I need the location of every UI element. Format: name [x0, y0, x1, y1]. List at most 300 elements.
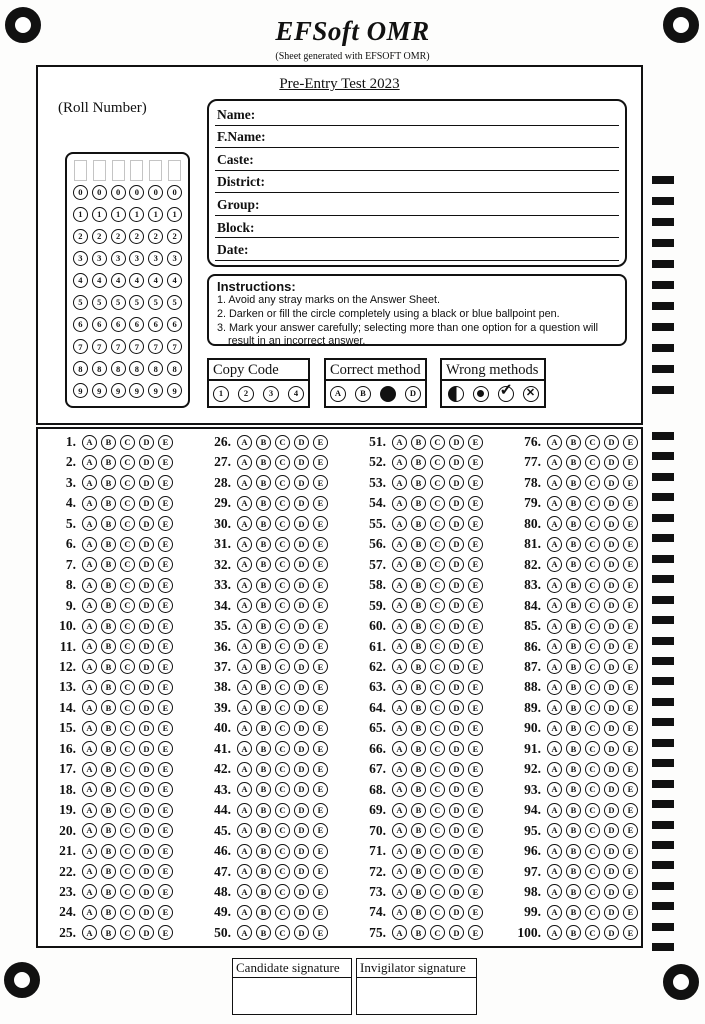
- answer-bubble[interactable]: D: [139, 782, 154, 797]
- answer-bubble[interactable]: D: [294, 741, 309, 756]
- roll-bubble[interactable]: 8: [111, 361, 126, 376]
- answer-bubble[interactable]: D: [139, 455, 154, 470]
- roll-bubble[interactable]: 4: [167, 273, 182, 288]
- answer-bubble[interactable]: E: [313, 925, 328, 940]
- answer-bubble[interactable]: B: [101, 516, 116, 531]
- answer-bubble[interactable]: B: [411, 700, 426, 715]
- answer-bubble[interactable]: B: [256, 435, 271, 450]
- answer-bubble[interactable]: A: [82, 639, 97, 654]
- answer-bubble[interactable]: A: [82, 823, 97, 838]
- answer-bubble[interactable]: B: [411, 721, 426, 736]
- answer-bubble[interactable]: A: [82, 455, 97, 470]
- answer-bubble[interactable]: E: [313, 803, 328, 818]
- answer-bubble[interactable]: E: [158, 905, 173, 920]
- answer-bubble[interactable]: B: [566, 516, 581, 531]
- answer-bubble[interactable]: A: [82, 496, 97, 511]
- answer-bubble[interactable]: D: [449, 925, 464, 940]
- roll-bubble[interactable]: 1: [129, 207, 144, 222]
- answer-bubble[interactable]: A: [392, 455, 407, 470]
- answer-bubble[interactable]: D: [604, 516, 619, 531]
- answer-bubble[interactable]: C: [275, 844, 290, 859]
- answer-bubble[interactable]: A: [82, 680, 97, 695]
- answer-bubble[interactable]: B: [566, 803, 581, 818]
- answer-bubble[interactable]: E: [313, 496, 328, 511]
- answer-bubble[interactable]: A: [547, 844, 562, 859]
- answer-bubble[interactable]: D: [604, 598, 619, 613]
- roll-bubble[interactable]: 6: [148, 317, 163, 332]
- answer-bubble[interactable]: C: [585, 598, 600, 613]
- answer-bubble[interactable]: E: [158, 884, 173, 899]
- answer-bubble[interactable]: E: [468, 762, 483, 777]
- answer-bubble[interactable]: E: [623, 823, 638, 838]
- answer-bubble[interactable]: E: [468, 741, 483, 756]
- answer-bubble[interactable]: B: [566, 721, 581, 736]
- answer-bubble[interactable]: B: [411, 659, 426, 674]
- answer-bubble[interactable]: A: [547, 782, 562, 797]
- answer-bubble[interactable]: D: [449, 557, 464, 572]
- answer-bubble[interactable]: C: [585, 741, 600, 756]
- answer-bubble[interactable]: B: [256, 762, 271, 777]
- answer-bubble[interactable]: A: [392, 864, 407, 879]
- answer-bubble[interactable]: A: [392, 557, 407, 572]
- roll-bubble[interactable]: 1: [111, 207, 126, 222]
- answer-bubble[interactable]: C: [430, 659, 445, 674]
- info-field-row[interactable]: [215, 238, 619, 261]
- answer-bubble[interactable]: B: [566, 864, 581, 879]
- answer-bubble[interactable]: E: [158, 864, 173, 879]
- answer-bubble[interactable]: D: [294, 659, 309, 674]
- answer-bubble[interactable]: E: [623, 700, 638, 715]
- answer-bubble[interactable]: E: [468, 823, 483, 838]
- answer-bubble[interactable]: B: [411, 598, 426, 613]
- answer-bubble[interactable]: A: [547, 741, 562, 756]
- roll-bubble[interactable]: 6: [92, 317, 107, 332]
- answer-bubble[interactable]: D: [139, 721, 154, 736]
- answer-bubble[interactable]: D: [604, 619, 619, 634]
- answer-bubble[interactable]: C: [430, 619, 445, 634]
- answer-bubble[interactable]: C: [430, 537, 445, 552]
- answer-bubble[interactable]: C: [585, 496, 600, 511]
- answer-bubble[interactable]: E: [158, 516, 173, 531]
- roll-bubble[interactable]: 6: [129, 317, 144, 332]
- answer-bubble[interactable]: E: [468, 557, 483, 572]
- answer-bubble[interactable]: D: [604, 762, 619, 777]
- answer-bubble[interactable]: E: [468, 537, 483, 552]
- answer-bubble[interactable]: D: [604, 864, 619, 879]
- candidate-signature-area[interactable]: [233, 978, 351, 1014]
- roll-bubble[interactable]: 0: [167, 185, 182, 200]
- answer-bubble[interactable]: E: [158, 639, 173, 654]
- answer-bubble[interactable]: C: [120, 537, 135, 552]
- answer-bubble[interactable]: E: [468, 925, 483, 940]
- answer-bubble[interactable]: E: [313, 659, 328, 674]
- answer-bubble[interactable]: B: [256, 925, 271, 940]
- answer-bubble[interactable]: B: [566, 844, 581, 859]
- answer-bubble[interactable]: D: [604, 823, 619, 838]
- answer-bubble[interactable]: D: [449, 762, 464, 777]
- answer-bubble[interactable]: B: [256, 557, 271, 572]
- answer-bubble[interactable]: C: [275, 905, 290, 920]
- answer-bubble[interactable]: D: [139, 537, 154, 552]
- copy-code-bubble[interactable]: 4: [288, 386, 304, 402]
- answer-bubble[interactable]: D: [294, 905, 309, 920]
- answer-bubble[interactable]: C: [275, 619, 290, 634]
- answer-bubble[interactable]: B: [101, 762, 116, 777]
- roll-digit-box[interactable]: [149, 160, 162, 181]
- answer-bubble[interactable]: E: [623, 741, 638, 756]
- answer-bubble[interactable]: C: [275, 639, 290, 654]
- answer-bubble[interactable]: E: [468, 884, 483, 899]
- answer-bubble[interactable]: B: [101, 864, 116, 879]
- answer-bubble[interactable]: D: [604, 741, 619, 756]
- answer-bubble[interactable]: A: [547, 619, 562, 634]
- answer-bubble[interactable]: B: [411, 578, 426, 593]
- answer-bubble[interactable]: C: [430, 435, 445, 450]
- answer-bubble[interactable]: B: [256, 516, 271, 531]
- answer-bubble[interactable]: C: [585, 782, 600, 797]
- answer-bubble[interactable]: C: [585, 619, 600, 634]
- answer-bubble[interactable]: C: [430, 639, 445, 654]
- answer-bubble[interactable]: A: [547, 557, 562, 572]
- answer-bubble[interactable]: A: [237, 557, 252, 572]
- answer-bubble[interactable]: E: [313, 680, 328, 695]
- answer-bubble[interactable]: E: [623, 578, 638, 593]
- answer-bubble[interactable]: D: [139, 578, 154, 593]
- answer-bubble[interactable]: A: [237, 721, 252, 736]
- answer-bubble[interactable]: C: [430, 578, 445, 593]
- answer-bubble[interactable]: E: [468, 639, 483, 654]
- answer-bubble[interactable]: C: [585, 680, 600, 695]
- info-field-row[interactable]: [215, 103, 619, 126]
- answer-bubble[interactable]: C: [430, 475, 445, 490]
- answer-bubble[interactable]: A: [82, 782, 97, 797]
- answer-bubble[interactable]: C: [430, 925, 445, 940]
- answer-bubble[interactable]: D: [449, 537, 464, 552]
- roll-bubble[interactable]: 3: [111, 251, 126, 266]
- answer-bubble[interactable]: C: [585, 823, 600, 838]
- answer-bubble[interactable]: A: [237, 741, 252, 756]
- answer-bubble[interactable]: D: [139, 516, 154, 531]
- answer-bubble[interactable]: E: [623, 905, 638, 920]
- answer-bubble[interactable]: E: [468, 700, 483, 715]
- answer-bubble[interactable]: C: [585, 925, 600, 940]
- answer-bubble[interactable]: D: [604, 475, 619, 490]
- answer-bubble[interactable]: E: [158, 537, 173, 552]
- answer-bubble[interactable]: B: [101, 721, 116, 736]
- answer-bubble[interactable]: D: [294, 762, 309, 777]
- answer-bubble[interactable]: A: [547, 762, 562, 777]
- answer-bubble[interactable]: C: [120, 700, 135, 715]
- answer-bubble[interactable]: B: [101, 557, 116, 572]
- answer-bubble[interactable]: C: [430, 700, 445, 715]
- answer-bubble[interactable]: D: [139, 639, 154, 654]
- answer-bubble[interactable]: E: [468, 435, 483, 450]
- answer-bubble[interactable]: E: [468, 680, 483, 695]
- answer-bubble[interactable]: B: [411, 864, 426, 879]
- answer-bubble[interactable]: C: [120, 598, 135, 613]
- answer-bubble[interactable]: A: [547, 700, 562, 715]
- answer-bubble[interactable]: D: [604, 925, 619, 940]
- answer-bubble[interactable]: C: [275, 578, 290, 593]
- answer-bubble[interactable]: B: [566, 475, 581, 490]
- answer-bubble[interactable]: B: [411, 782, 426, 797]
- answer-bubble[interactable]: A: [237, 864, 252, 879]
- answer-bubble[interactable]: B: [411, 741, 426, 756]
- answer-bubble[interactable]: E: [158, 762, 173, 777]
- answer-bubble[interactable]: A: [547, 905, 562, 920]
- answer-bubble[interactable]: D: [139, 475, 154, 490]
- answer-bubble[interactable]: C: [430, 844, 445, 859]
- answer-bubble[interactable]: A: [392, 803, 407, 818]
- answer-bubble[interactable]: E: [313, 762, 328, 777]
- answer-bubble[interactable]: A: [392, 700, 407, 715]
- answer-bubble[interactable]: E: [468, 721, 483, 736]
- roll-bubble[interactable]: 5: [73, 295, 88, 310]
- invigilator-signature-area[interactable]: [357, 978, 476, 1014]
- answer-bubble[interactable]: A: [547, 721, 562, 736]
- roll-bubble[interactable]: 9: [92, 383, 107, 398]
- answer-bubble[interactable]: D: [294, 619, 309, 634]
- answer-bubble[interactable]: E: [313, 721, 328, 736]
- answer-bubble[interactable]: A: [392, 905, 407, 920]
- answer-bubble[interactable]: C: [120, 516, 135, 531]
- answer-bubble[interactable]: A: [547, 475, 562, 490]
- answer-bubble[interactable]: A: [82, 803, 97, 818]
- answer-bubble[interactable]: C: [120, 905, 135, 920]
- roll-bubble[interactable]: 8: [129, 361, 144, 376]
- answer-bubble[interactable]: D: [294, 721, 309, 736]
- answer-bubble[interactable]: A: [82, 435, 97, 450]
- answer-bubble[interactable]: E: [313, 639, 328, 654]
- answer-bubble[interactable]: B: [101, 844, 116, 859]
- answer-bubble[interactable]: A: [392, 475, 407, 490]
- answer-bubble[interactable]: B: [566, 700, 581, 715]
- answer-bubble[interactable]: E: [158, 659, 173, 674]
- answer-bubble[interactable]: A: [237, 598, 252, 613]
- roll-bubble[interactable]: 7: [148, 339, 163, 354]
- answer-bubble[interactable]: E: [313, 598, 328, 613]
- answer-bubble[interactable]: B: [256, 639, 271, 654]
- answer-bubble[interactable]: D: [294, 803, 309, 818]
- answer-bubble[interactable]: A: [237, 659, 252, 674]
- answer-bubble[interactable]: B: [101, 598, 116, 613]
- answer-bubble[interactable]: A: [237, 884, 252, 899]
- answer-bubble[interactable]: C: [275, 925, 290, 940]
- answer-bubble[interactable]: C: [430, 455, 445, 470]
- answer-bubble[interactable]: A: [82, 721, 97, 736]
- roll-bubble[interactable]: 3: [167, 251, 182, 266]
- answer-bubble[interactable]: E: [158, 598, 173, 613]
- answer-bubble[interactable]: B: [566, 680, 581, 695]
- answer-bubble[interactable]: B: [256, 619, 271, 634]
- answer-bubble[interactable]: B: [566, 741, 581, 756]
- answer-bubble[interactable]: E: [623, 496, 638, 511]
- answer-bubble[interactable]: B: [256, 537, 271, 552]
- answer-bubble[interactable]: C: [430, 598, 445, 613]
- roll-bubble[interactable]: 4: [111, 273, 126, 288]
- answer-bubble[interactable]: C: [430, 823, 445, 838]
- answer-bubble[interactable]: A: [237, 762, 252, 777]
- answer-bubble[interactable]: E: [313, 619, 328, 634]
- answer-bubble[interactable]: D: [449, 680, 464, 695]
- answer-bubble[interactable]: D: [139, 557, 154, 572]
- answer-bubble[interactable]: D: [294, 864, 309, 879]
- roll-digit-box[interactable]: [168, 160, 181, 181]
- answer-bubble[interactable]: B: [566, 455, 581, 470]
- answer-bubble[interactable]: E: [158, 925, 173, 940]
- info-field-row[interactable]: [215, 171, 619, 194]
- answer-bubble[interactable]: E: [313, 884, 328, 899]
- answer-bubble[interactable]: C: [275, 700, 290, 715]
- roll-bubble[interactable]: 7: [92, 339, 107, 354]
- answer-bubble[interactable]: B: [101, 537, 116, 552]
- answer-bubble[interactable]: B: [101, 496, 116, 511]
- answer-bubble[interactable]: E: [468, 496, 483, 511]
- roll-bubble[interactable]: 2: [111, 229, 126, 244]
- answer-bubble[interactable]: D: [604, 905, 619, 920]
- answer-bubble[interactable]: E: [468, 905, 483, 920]
- answer-bubble[interactable]: E: [158, 803, 173, 818]
- answer-bubble[interactable]: D: [449, 823, 464, 838]
- answer-bubble[interactable]: D: [294, 700, 309, 715]
- answer-bubble[interactable]: D: [294, 639, 309, 654]
- roll-bubble[interactable]: 1: [92, 207, 107, 222]
- answer-bubble[interactable]: D: [604, 578, 619, 593]
- answer-bubble[interactable]: D: [139, 680, 154, 695]
- roll-bubble[interactable]: 2: [129, 229, 144, 244]
- answer-bubble[interactable]: E: [313, 537, 328, 552]
- answer-bubble[interactable]: A: [392, 925, 407, 940]
- roll-bubble[interactable]: 5: [92, 295, 107, 310]
- answer-bubble[interactable]: D: [294, 557, 309, 572]
- answer-bubble[interactable]: C: [430, 884, 445, 899]
- answer-bubble[interactable]: D: [449, 659, 464, 674]
- answer-bubble[interactable]: D: [604, 803, 619, 818]
- roll-bubble[interactable]: 7: [167, 339, 182, 354]
- answer-bubble[interactable]: C: [585, 884, 600, 899]
- answer-bubble[interactable]: C: [585, 844, 600, 859]
- answer-bubble[interactable]: C: [585, 475, 600, 490]
- answer-bubble[interactable]: B: [101, 823, 116, 838]
- answer-bubble[interactable]: E: [623, 659, 638, 674]
- answer-bubble[interactable]: A: [237, 619, 252, 634]
- roll-bubble[interactable]: 8: [148, 361, 163, 376]
- answer-bubble[interactable]: A: [237, 700, 252, 715]
- answer-bubble[interactable]: A: [547, 578, 562, 593]
- answer-bubble[interactable]: E: [158, 455, 173, 470]
- answer-bubble[interactable]: E: [313, 557, 328, 572]
- answer-bubble[interactable]: D: [449, 741, 464, 756]
- answer-bubble[interactable]: E: [623, 435, 638, 450]
- roll-digit-box[interactable]: [112, 160, 125, 181]
- answer-bubble[interactable]: D: [139, 864, 154, 879]
- answer-bubble[interactable]: C: [120, 496, 135, 511]
- answer-bubble[interactable]: B: [411, 475, 426, 490]
- answer-bubble[interactable]: D: [604, 844, 619, 859]
- answer-bubble[interactable]: A: [547, 496, 562, 511]
- answer-bubble[interactable]: D: [294, 680, 309, 695]
- answer-bubble[interactable]: E: [468, 864, 483, 879]
- answer-bubble[interactable]: A: [392, 516, 407, 531]
- answer-bubble[interactable]: C: [275, 823, 290, 838]
- roll-bubble[interactable]: 0: [73, 185, 88, 200]
- answer-bubble[interactable]: B: [101, 925, 116, 940]
- answer-bubble[interactable]: A: [82, 578, 97, 593]
- answer-bubble[interactable]: E: [468, 455, 483, 470]
- answer-bubble[interactable]: A: [237, 435, 252, 450]
- answer-bubble[interactable]: D: [294, 475, 309, 490]
- answer-bubble[interactable]: B: [256, 884, 271, 899]
- answer-bubble[interactable]: D: [139, 884, 154, 899]
- answer-bubble[interactable]: B: [101, 884, 116, 899]
- answer-bubble[interactable]: D: [139, 844, 154, 859]
- answer-bubble[interactable]: B: [256, 475, 271, 490]
- answer-bubble[interactable]: D: [294, 782, 309, 797]
- answer-bubble[interactable]: B: [411, 639, 426, 654]
- answer-bubble[interactable]: A: [82, 598, 97, 613]
- roll-bubble[interactable]: 0: [92, 185, 107, 200]
- answer-bubble[interactable]: B: [101, 680, 116, 695]
- answer-bubble[interactable]: D: [449, 905, 464, 920]
- info-field-row[interactable]: [215, 193, 619, 216]
- answer-bubble[interactable]: B: [566, 537, 581, 552]
- answer-bubble[interactable]: E: [468, 598, 483, 613]
- answer-bubble[interactable]: E: [468, 619, 483, 634]
- answer-bubble[interactable]: D: [294, 455, 309, 470]
- answer-bubble[interactable]: C: [275, 884, 290, 899]
- roll-bubble[interactable]: 8: [73, 361, 88, 376]
- roll-bubble[interactable]: 8: [92, 361, 107, 376]
- answer-bubble[interactable]: E: [313, 475, 328, 490]
- roll-bubble[interactable]: 1: [167, 207, 182, 222]
- answer-bubble[interactable]: E: [468, 659, 483, 674]
- answer-bubble[interactable]: D: [449, 598, 464, 613]
- answer-bubble[interactable]: A: [547, 659, 562, 674]
- answer-bubble[interactable]: C: [275, 496, 290, 511]
- answer-bubble[interactable]: C: [275, 475, 290, 490]
- answer-bubble[interactable]: A: [82, 925, 97, 940]
- answer-bubble[interactable]: D: [604, 639, 619, 654]
- answer-bubble[interactable]: D: [294, 925, 309, 940]
- answer-bubble[interactable]: B: [411, 496, 426, 511]
- answer-bubble[interactable]: C: [585, 557, 600, 572]
- answer-bubble[interactable]: B: [256, 823, 271, 838]
- answer-bubble[interactable]: E: [623, 864, 638, 879]
- answer-bubble[interactable]: C: [275, 435, 290, 450]
- answer-bubble[interactable]: E: [158, 823, 173, 838]
- answer-bubble[interactable]: A: [82, 864, 97, 879]
- answer-bubble[interactable]: C: [430, 762, 445, 777]
- answer-bubble[interactable]: A: [392, 435, 407, 450]
- info-field-row[interactable]: [215, 126, 619, 149]
- answer-bubble[interactable]: C: [585, 803, 600, 818]
- answer-bubble[interactable]: C: [120, 741, 135, 756]
- answer-bubble[interactable]: C: [430, 803, 445, 818]
- answer-bubble[interactable]: A: [237, 823, 252, 838]
- answer-bubble[interactable]: A: [82, 537, 97, 552]
- answer-bubble[interactable]: A: [392, 619, 407, 634]
- answer-bubble[interactable]: C: [430, 557, 445, 572]
- answer-bubble[interactable]: D: [449, 803, 464, 818]
- roll-bubble[interactable]: 1: [148, 207, 163, 222]
- answer-bubble[interactable]: B: [566, 925, 581, 940]
- answer-bubble[interactable]: D: [294, 884, 309, 899]
- answer-bubble[interactable]: A: [547, 925, 562, 940]
- answer-bubble[interactable]: B: [411, 680, 426, 695]
- roll-bubble[interactable]: 4: [148, 273, 163, 288]
- answer-bubble[interactable]: D: [604, 537, 619, 552]
- answer-bubble[interactable]: E: [468, 516, 483, 531]
